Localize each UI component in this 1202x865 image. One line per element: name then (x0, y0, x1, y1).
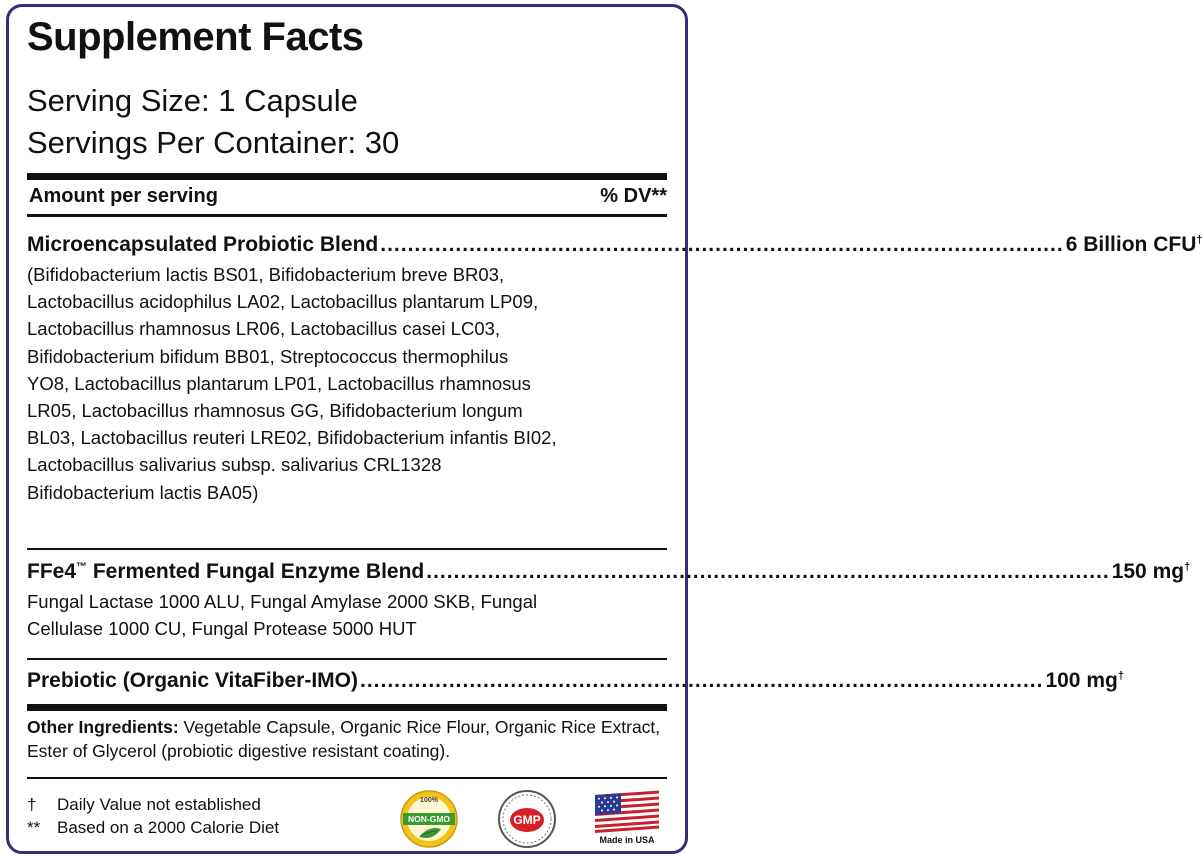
divider (27, 548, 667, 550)
us-flag-icon (595, 791, 659, 835)
non-gmo-top-text: 100% (420, 797, 438, 804)
footnote-text: Daily Value not established (57, 795, 261, 814)
ingredient-amount: 150 mg† (1111, 560, 1191, 583)
trademark-mark: ™ (76, 561, 88, 573)
gmp-badge (497, 789, 557, 849)
made-in-usa-badge (595, 791, 659, 851)
dot-leader: .................................................................................................... (426, 560, 1110, 583)
divider (27, 777, 667, 779)
footnote-text: Based on a 2000 Calorie Diet (57, 818, 280, 837)
servings-per-container: Servings Per Container: 30 (27, 125, 400, 160)
footnote-symbol: ** (27, 818, 41, 837)
other-ingredients-text: Vegetable Capsule, Organic Rice Flour, Organic Rice Extract, Ester of Glycerol (probiotic digestive resistant coating). (27, 717, 661, 761)
panel-title: Supplement Facts (27, 15, 364, 59)
supplement-facts-panel (6, 4, 1202, 854)
ingredient-amount: 100 mg† (1045, 669, 1124, 692)
made-in-usa-text: Made in USA (599, 835, 655, 845)
serving-size: Serving Size: 1 Capsule (27, 83, 358, 118)
non-gmo-badge (399, 789, 459, 849)
description-line: Lactobacillus salivarius subsp. salivarius CRL1328 (27, 454, 442, 476)
dagger-mark: † (1196, 234, 1202, 246)
ingredient-description-enzyme (27, 588, 672, 642)
amount-per-serving-label: Amount per serving (29, 185, 218, 207)
divider (27, 214, 667, 217)
dot-leader: .................................................................................................... (380, 233, 1064, 256)
dv-header: % DV** (600, 185, 667, 207)
description-line: Lactobacillus acidophilus LA02, Lactobacillus plantarum LP09, (27, 291, 539, 313)
ingredient-amount: 6 Billion CFU† (1065, 233, 1202, 256)
ingredient-row-probiotic-blend (27, 233, 1202, 257)
description-line: LR05, Lactobacillus rhamnosus GG, Bifidobacterium longum (27, 400, 523, 422)
ingredient-name: FFe4™ Fermented Fungal Enzyme Blend (27, 560, 425, 583)
footnote-dagger (27, 795, 261, 815)
dot-leader: .................................................................................................... (360, 669, 1044, 692)
divider (27, 658, 667, 660)
description-line: (Bifidobacterium lactis BS01, Bifidobacterium breve BR03, (27, 264, 505, 285)
ingredient-row-enzyme-blend (27, 560, 1191, 584)
thick-divider (27, 704, 667, 711)
ingredient-description-probiotic (27, 261, 672, 506)
description-line: Fungal Lactase 1000 ALU, Fungal Amylase 2000 SKB, Fungal (27, 591, 538, 612)
ingredient-row-prebiotic (27, 669, 1124, 693)
gmp-main-text: GMP (513, 813, 541, 827)
other-ingredients (27, 715, 672, 763)
description-line: YO8, Lactobacillus plantarum LP01, Lactobacillus rhamnosus (27, 372, 531, 394)
ingredient-name: Prebiotic (Organic VitaFiber-IMO) (27, 669, 358, 692)
dagger-mark: † (1117, 670, 1124, 682)
description-line: BL03, Lactobacillus reuteri LRE02, Bifidobacterium infantis BI02, (27, 427, 557, 449)
thick-divider (27, 173, 667, 180)
other-ingredients-label: Other Ingredients: (27, 717, 179, 737)
non-gmo-main-text: NON-GMO (407, 814, 451, 824)
footnote-symbol: † (27, 795, 37, 814)
description-line: Bifidobacterium lactis BA05) (27, 481, 259, 503)
description-line: Bifidobacterium bifidum BB01, Streptococcus thermophilus (27, 345, 509, 367)
footnote-double-star (27, 818, 279, 838)
description-line: Cellulase 1000 CU, Fungal Protease 5000 HUT (27, 618, 417, 640)
description-line: Lactobacillus rhamnosus LR06, Lactobacillus casei LC03, (27, 318, 501, 340)
dagger-mark: † (1184, 561, 1191, 573)
ingredient-name: Microencapsulated Probiotic Blend (27, 233, 379, 256)
